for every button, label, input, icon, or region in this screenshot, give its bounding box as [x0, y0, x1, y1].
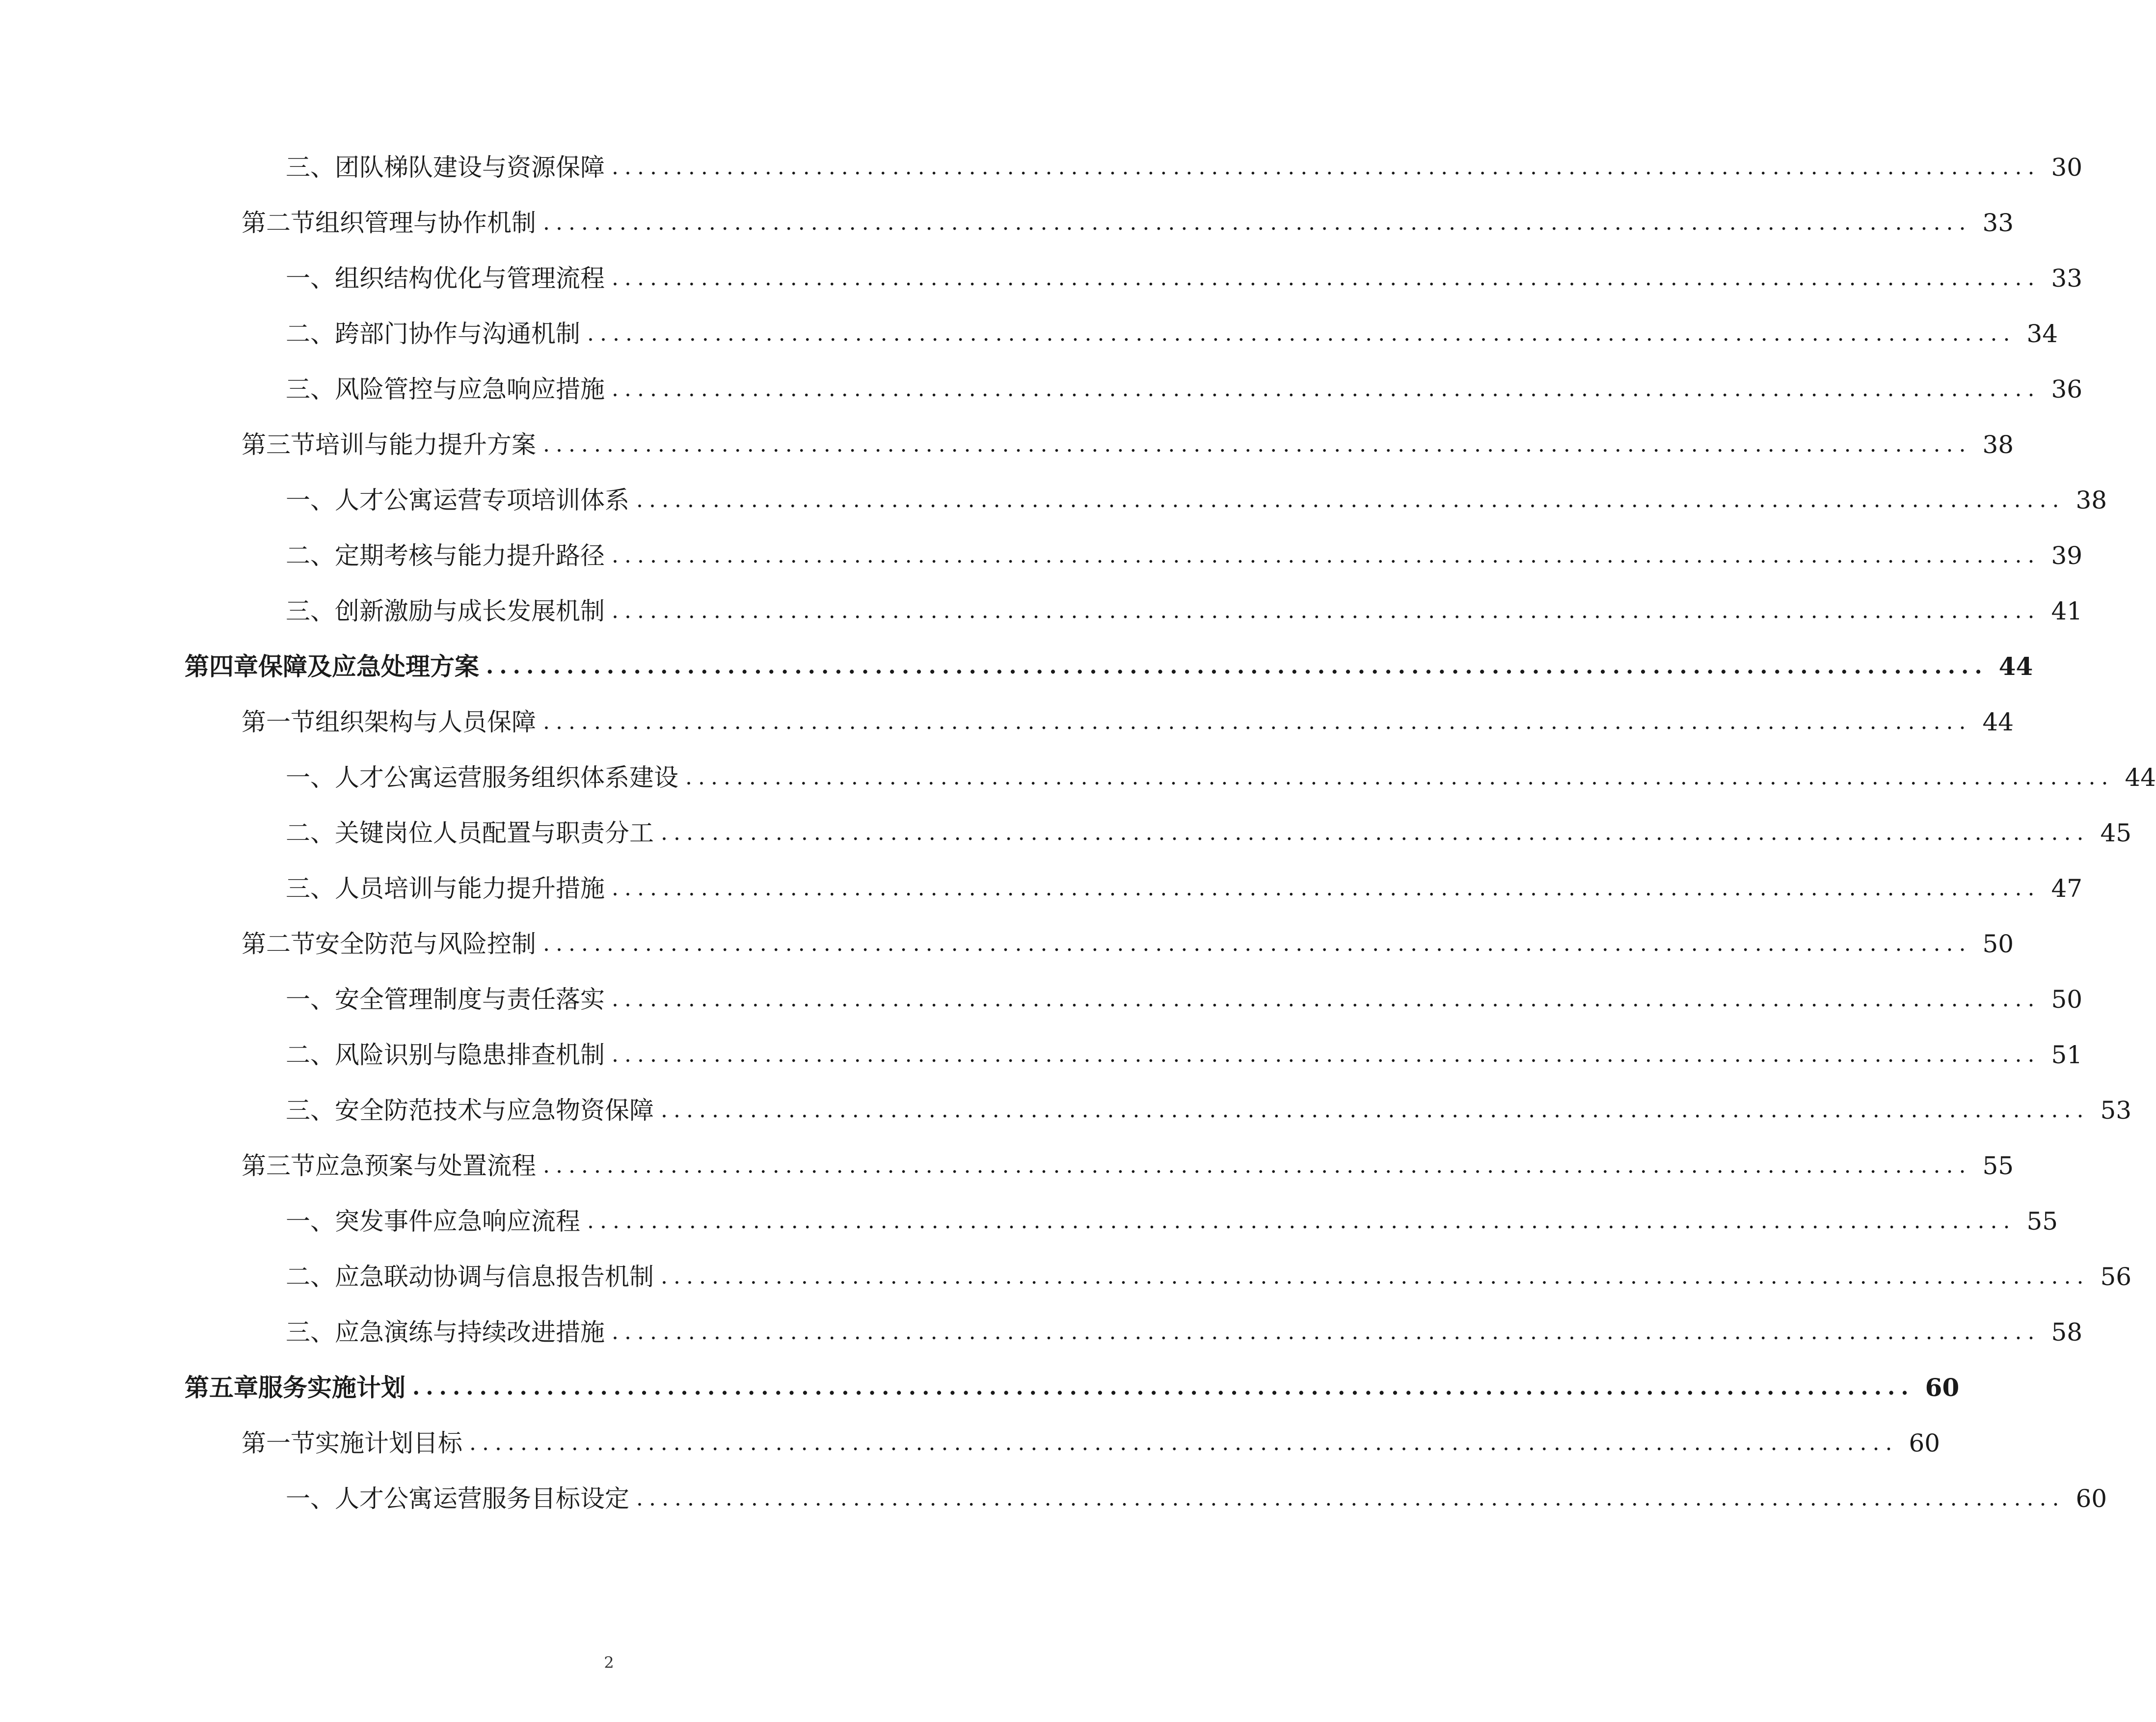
toc-dot-leader: ................................................................................................................ [612, 155, 2041, 180]
toc-entry-number: 二、 [286, 1263, 335, 1291]
toc-entry-title: 创新激励与成长发展机制 [335, 597, 605, 625]
page-number: 2 [604, 1653, 614, 1672]
toc-entry-title: 安全防范与风险控制 [315, 930, 536, 958]
toc-dot-leader: ................................................................................................................ [612, 1042, 2041, 1067]
toc-entry-page: 41 [2051, 597, 2083, 625]
toc-entry-number: 第三节 [242, 430, 315, 459]
toc-entry-number: 三、 [286, 597, 335, 625]
toc-dot-leader: ................................................................................................................ [612, 598, 2041, 623]
toc-dot-leader: ................................................................................................................ [543, 709, 1972, 734]
toc-entry-title: 人才公寓运营服务目标设定 [335, 1484, 629, 1513]
toc-entry-page: 60 [2075, 1484, 2107, 1513]
toc-dot-leader: ................................................................................................................ [412, 1375, 1914, 1400]
toc-entry-page: 38 [2075, 486, 2107, 514]
toc-entry-title: 组织管理与协作机制 [315, 209, 536, 237]
toc-dot-leader: ................................................................................................................ [543, 210, 1972, 235]
toc-entry-number: 第五章 [185, 1373, 258, 1402]
toc-dot-leader: ................................................................................................................ [685, 765, 2114, 790]
toc-dot-leader: ................................................................................................................ [469, 1430, 1898, 1455]
toc-entry[interactable] [242, 922, 2014, 966]
toc-dot-leader: ................................................................................................................ [612, 987, 2041, 1012]
toc-entry-page: 47 [2051, 874, 2083, 903]
toc-dot-leader: ................................................................................................................ [636, 487, 2065, 512]
toc-entry-title: 跨部门协作与沟通机制 [335, 320, 580, 348]
toc-entry-page: 38 [1982, 430, 2014, 459]
toc-entry-title: 应急演练与持续改进措施 [335, 1318, 605, 1346]
toc-entry-title: 关键岗位人员配置与职责分工 [335, 819, 654, 847]
toc-entry[interactable] [286, 1199, 2058, 1243]
toc-entry-title: 安全防范技术与应急物资保障 [335, 1096, 654, 1125]
toc-dot-leader: ................................................................................................................ [661, 1264, 2090, 1289]
toc-entry-page: 50 [1982, 930, 2014, 958]
toc-entry[interactable] [286, 1477, 2107, 1521]
toc-entry-page: 56 [2100, 1263, 2132, 1291]
toc-entry-page: 60 [1909, 1429, 1940, 1457]
toc-entry-number: 一、 [286, 1484, 335, 1513]
toc-entry-title: 应急预案与处置流程 [315, 1152, 536, 1180]
toc-dot-leader: ................................................................................................................ [661, 820, 2090, 845]
toc-dot-leader: ................................................................................................................ [587, 1209, 2016, 1234]
toc-entry-number: 第二节 [242, 209, 315, 237]
toc-entry[interactable] [286, 1310, 2083, 1354]
toc-entry-page: 34 [2026, 320, 2058, 348]
toc-entry-page: 44 [1982, 708, 2014, 736]
toc-entry-title: 服务实施计划 [258, 1373, 405, 1402]
toc-entry[interactable] [286, 1088, 2132, 1132]
toc-entry-number: 第三节 [242, 1152, 315, 1180]
toc-entry-number: 三、 [286, 153, 335, 182]
toc-entry[interactable] [286, 478, 2107, 522]
toc-dot-leader: ................................................................................................................ [543, 931, 1972, 956]
toc-entry-number: 一、 [286, 763, 335, 792]
toc-entry-number: 三、 [286, 874, 335, 903]
toc-entry[interactable] [185, 645, 2033, 689]
toc-dot-leader: ................................................................................................................ [612, 377, 2041, 402]
toc-entry-number: 一、 [286, 1207, 335, 1236]
toc-dot-leader: ................................................................................................................ [612, 543, 2041, 568]
toc-entry[interactable] [286, 145, 2083, 189]
toc-entry-title: 团队梯队建设与资源保障 [335, 153, 605, 182]
toc-entry-title: 组织架构与人员保障 [315, 708, 536, 736]
toc-entry[interactable] [242, 423, 2014, 467]
toc-entry-title: 风险管控与应急响应措施 [335, 375, 605, 404]
toc-entry-page: 55 [1982, 1152, 2014, 1180]
toc-entry-number: 三、 [286, 1096, 335, 1125]
toc-entry-title: 人员培训与能力提升措施 [335, 874, 605, 903]
toc-entry[interactable] [286, 367, 2083, 411]
toc-entry-number: 二、 [286, 541, 335, 570]
toc-entry-title: 风险识别与隐患排查机制 [335, 1041, 605, 1069]
toc-dot-leader: ................................................................................................................ [543, 432, 1972, 457]
toc-entry-number: 三、 [286, 1318, 335, 1346]
toc-entry-title: 组织结构优化与管理流程 [335, 264, 605, 293]
toc-entry-title: 安全管理制度与责任落实 [335, 985, 605, 1014]
toc-entry[interactable] [286, 534, 2083, 578]
toc-entry-page: 44 [2125, 763, 2156, 792]
toc-dot-leader: ................................................................................................................ [612, 266, 2041, 291]
toc-entry-number: 二、 [286, 320, 335, 348]
toc-entry[interactable] [286, 755, 2156, 800]
toc-dot-leader: ................................................................................................................ [612, 1319, 2041, 1345]
toc-entry-number: 二、 [286, 819, 335, 847]
toc-entry-page: 36 [2051, 375, 2083, 404]
toc-entry[interactable] [242, 700, 2014, 744]
toc-entry[interactable] [286, 1255, 2132, 1299]
toc-entry[interactable] [286, 866, 2083, 911]
toc-entry[interactable] [242, 201, 2014, 245]
toc-entry-page: 60 [1925, 1373, 1960, 1402]
toc-entry-page: 58 [2051, 1318, 2083, 1346]
toc-entry-page: 45 [2100, 819, 2132, 847]
toc-entry-title: 人才公寓运营服务组织体系建设 [335, 763, 678, 792]
toc-entry-page: 33 [2051, 264, 2083, 293]
toc-entry-number: 二、 [286, 1041, 335, 1069]
toc-entry-title: 应急联动协调与信息报告机制 [335, 1263, 654, 1291]
toc-entry-page: 53 [2100, 1096, 2132, 1125]
toc-entry-number: 第一节 [242, 708, 315, 736]
toc-dot-leader: ................................................................................................................ [612, 876, 2041, 901]
toc-entry-number: 第四章 [185, 652, 258, 681]
toc-entry-page: 51 [2051, 1041, 2083, 1069]
toc-entry-number: 一、 [286, 264, 335, 293]
toc-entry-page: 44 [1998, 652, 2033, 681]
toc-dot-leader: ................................................................................................................ [486, 654, 1988, 679]
toc-entry[interactable] [286, 589, 2083, 633]
toc-entry[interactable] [286, 977, 2083, 1022]
toc-entry-page: 30 [2051, 153, 2083, 182]
toc-entry[interactable] [286, 811, 2132, 855]
toc-entry[interactable] [286, 312, 2058, 356]
toc-entry-number: 三、 [286, 375, 335, 404]
toc-entry-page: 39 [2051, 541, 2083, 570]
toc-entry-title: 实施计划目标 [315, 1429, 462, 1457]
toc-entry-title: 培训与能力提升方案 [315, 430, 536, 459]
toc-entry-title: 定期考核与能力提升路径 [335, 541, 605, 570]
toc-dot-leader: ................................................................................................................ [636, 1486, 2065, 1511]
toc-entry-page: 33 [1982, 209, 2014, 237]
toc-dot-leader: ................................................................................................................ [587, 321, 2016, 346]
toc-entry-page: 55 [2026, 1207, 2058, 1236]
toc-dot-leader: ................................................................................................................ [661, 1098, 2090, 1123]
toc-dot-leader: ................................................................................................................ [543, 1153, 1972, 1178]
toc-entry-title: 保障及应急处理方案 [258, 652, 479, 681]
toc-entry-title: 突发事件应急响应流程 [335, 1207, 580, 1236]
toc-entry-number: 第二节 [242, 930, 315, 958]
toc-entry-page: 50 [2051, 985, 2083, 1014]
toc-entry-title: 人才公寓运营专项培训体系 [335, 486, 629, 514]
toc-entry[interactable] [242, 1144, 2014, 1188]
toc-entry[interactable] [242, 1421, 1940, 1465]
toc-entry[interactable] [286, 1033, 2083, 1077]
toc-entry-number: 第一节 [242, 1429, 315, 1457]
toc-entry[interactable] [286, 256, 2083, 300]
toc-entry[interactable] [185, 1366, 1960, 1410]
toc-entry-number: 一、 [286, 985, 335, 1014]
toc-entry-number: 一、 [286, 486, 335, 514]
